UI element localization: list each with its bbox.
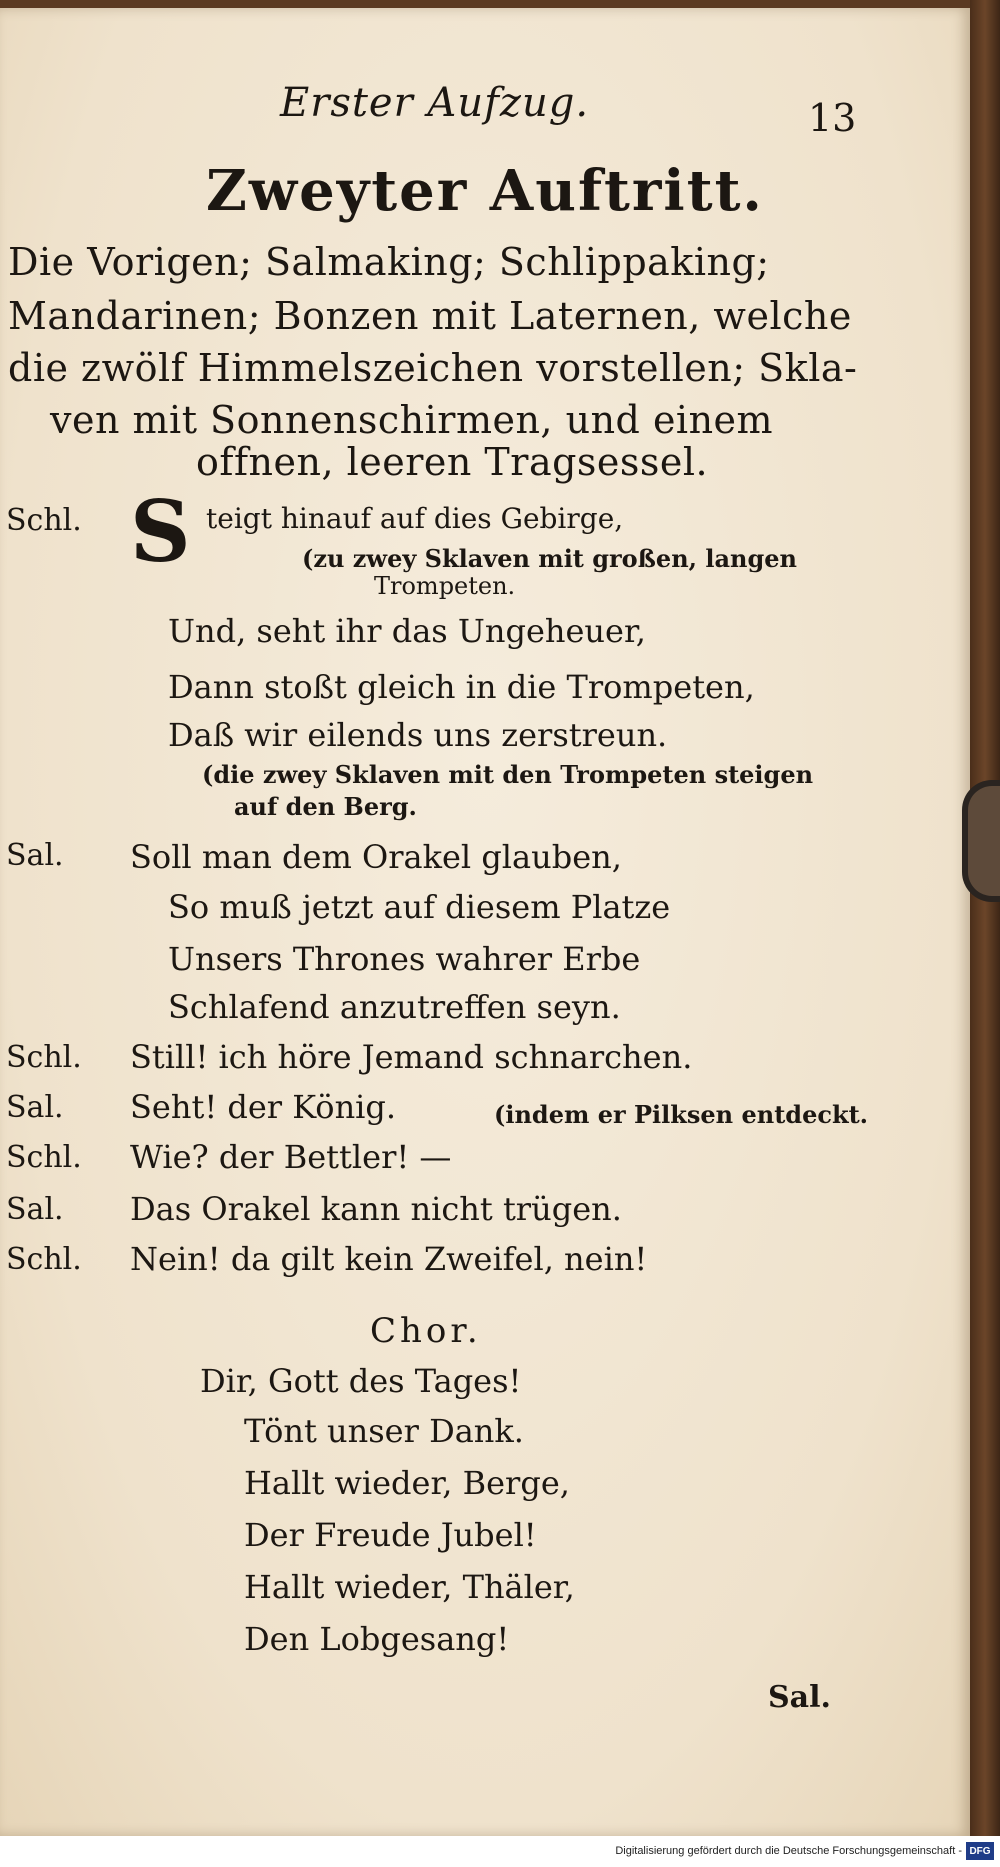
stage-direction-line: Die Vorigen; Salmaking; Schlippaking; (8, 240, 770, 284)
stage-direction-line: Mandarinen; Bonzen mit Laternen, welche (8, 294, 852, 338)
chorus-line: Hallt wieder, Thäler, (244, 1568, 575, 1606)
verse-line: teigt hinauf auf dies Gebirge, (206, 502, 624, 535)
speaker-label: Schl. (6, 503, 82, 538)
verse-line: Schlafend anzutreffen seyn. (168, 988, 621, 1026)
stage-direction-line: offnen, leeren Tragsessel. (196, 440, 709, 484)
catchword: Sal. (768, 1680, 831, 1715)
chorus-line: Tönt unser Dank. (244, 1412, 524, 1450)
stage-direction-line: die zwölf Himmelszeichen vorstellen; Skla- (8, 346, 858, 390)
stage-note: Trompeten. (374, 572, 516, 600)
speaker-label: Sal. (6, 838, 64, 873)
verse-line: Still! ich höre Jemand schnarchen. (130, 1038, 693, 1076)
verse-line: Wie? der Bettler! — (130, 1138, 452, 1176)
speaker-label: Schl. (6, 1140, 82, 1175)
speaker-label: Schl. (6, 1040, 82, 1075)
chorus-line: Der Freude Jubel! (244, 1516, 537, 1554)
verse-line: Das Orakel kann nicht trügen. (130, 1190, 622, 1228)
dfg-logo-icon: DFG (966, 1842, 994, 1860)
chorus-line: Dir, Gott des Tages! (200, 1362, 522, 1400)
verse-line: Daß wir eilends uns zerstreun. (168, 716, 668, 754)
chorus-line: Hallt wieder, Berge, (244, 1464, 570, 1502)
running-head: Erster Aufzug. (280, 80, 590, 126)
footer-bar (0, 1836, 1000, 1867)
book-page (0, 8, 970, 1836)
stage-note: (die zwey Sklaven mit den Trompeten steigen (202, 760, 814, 789)
verse-line: Unsers Thrones wahrer Erbe (168, 940, 641, 978)
speaker-label: Schl. (6, 1242, 82, 1277)
stage-note: (zu zwey Sklaven mit großen, langen (302, 544, 797, 573)
speaker-label: Sal. (6, 1090, 64, 1125)
stage-note: (indem er Pilksen entdeckt. (494, 1100, 869, 1129)
book-clasp (962, 780, 1000, 902)
stage-note: auf den Berg. (234, 792, 417, 821)
funding-credit: Digitalisierung gefördert durch die Deutsche Forschungsgemeinschaft - (615, 1845, 962, 1857)
verse-line: Dann stoßt gleich in die Trompeten, (168, 668, 755, 706)
speaker-label: Sal. (6, 1192, 64, 1227)
scene-title: Zweyter Auftritt. (206, 158, 764, 224)
chorus-heading: Chor. (370, 1311, 482, 1351)
verse-line: Und, seht ihr das Ungeheuer, (168, 612, 646, 650)
drop-initial: S (130, 482, 191, 581)
verse-line: Soll man dem Orakel glauben, (130, 838, 622, 876)
verse-line: Seht! der König. (130, 1088, 397, 1126)
stage-direction-line: ven mit Sonnenschirmen, und einem (50, 398, 774, 442)
chorus-line: Den Lobgesang! (244, 1620, 510, 1658)
verse-line: So muß jetzt auf diesem Platze (168, 888, 671, 926)
verse-line: Nein! da gilt kein Zweifel, nein! (130, 1240, 648, 1278)
book-binding (970, 0, 1000, 1867)
page-number: 13 (808, 96, 857, 140)
